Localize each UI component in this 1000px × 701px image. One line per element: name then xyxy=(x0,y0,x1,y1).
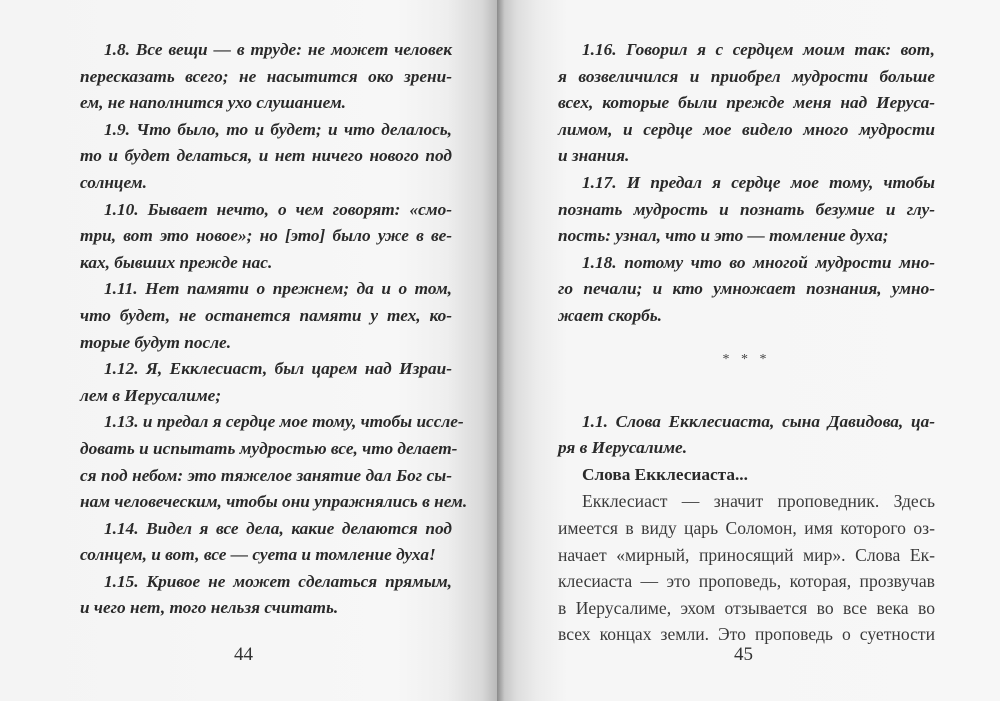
text-line: 1.14. Видел я все дела, какие делаются под xyxy=(104,518,452,538)
text-line: торые будут после. xyxy=(80,332,232,352)
left-page-text xyxy=(80,37,468,622)
text-line: 1.8. Все вещи — в труде: не может человек xyxy=(104,40,452,59)
text-line: солнцем. xyxy=(80,172,147,192)
text-line: 1.9. Что было, то и будет; и что делалось, xyxy=(104,119,452,139)
commentary-heading: Слова Екклесиаста... xyxy=(582,464,748,484)
text-line: 1.11. Нет памяти о прежнем; да и о том, xyxy=(104,279,452,299)
text-line: три, вот это новое»; но [это] было уже в ве- xyxy=(80,226,452,246)
text-line: познать мудрость и познать безумие и глу- xyxy=(558,199,935,219)
text-line: в Иерусалиме, эхом отзывается во все века во xyxy=(558,597,935,618)
text-line: всех концах земли. Это проповедь о суетности xyxy=(558,624,935,645)
text-line: довать и испытать мудростью все, что делает- xyxy=(80,438,458,458)
paragraph xyxy=(80,516,452,569)
text-line: 1.17. И предал я сердце мое тому, чтобы xyxy=(582,172,935,192)
text-line: 1.18. потому что во многой мудрости мно- xyxy=(582,252,935,272)
text-line: что будет, не останется памяти у тех, ко- xyxy=(80,305,452,325)
text-line: Екклесиаст — значит проповедник. Здесь xyxy=(582,491,935,512)
page-number-right: 45 xyxy=(734,644,753,665)
text-line: го печали; и кто умножает познания, умно- xyxy=(558,279,935,299)
paragraph xyxy=(558,170,935,250)
paragraph xyxy=(80,569,452,622)
paragraph xyxy=(558,37,935,170)
text-line: 1.10. Бывает нечто, о чем говорят: «смо- xyxy=(104,199,452,219)
text-line: ся под небом: это тяжелое занятие дал Бог сы- xyxy=(80,465,452,485)
text-line: начает «мирный, приносящий мир». Слова Ек- xyxy=(558,544,935,565)
text-line: 1.1. Слова Екклесиаста, сына Давидова, ца- xyxy=(582,411,935,431)
text-line: лем в Иерусалиме; xyxy=(80,385,222,405)
text-line: клесиаста — это проповедь, которая, прозвучав xyxy=(558,571,935,592)
text-line: то и будет делаться, и нет ничего нового под xyxy=(80,146,452,166)
paragraph xyxy=(80,117,452,197)
paragraph xyxy=(80,356,452,409)
paragraph xyxy=(80,409,468,515)
text-line: лимом, и сердце мое видело много мудрости xyxy=(558,119,935,139)
text-line: ря в Иерусалиме. xyxy=(558,438,688,458)
text-line: 1.15. Кривое не может сделаться прямым, xyxy=(104,571,452,591)
paragraph xyxy=(80,197,452,277)
paragraph xyxy=(80,276,452,356)
text-line: жает скорбь. xyxy=(558,305,662,325)
text-line: всех, которые были прежде меня над Иеруса- xyxy=(558,93,935,113)
right-page xyxy=(497,0,1000,701)
text-line: имеется в виду царь Соломон, имя которого оз- xyxy=(558,517,935,538)
text-line: 1.12. Я, Екклесиаст, был царем над Израи- xyxy=(104,359,452,379)
text-line: пересказать всего; не насытится око зрени- xyxy=(80,66,452,86)
right-page-text xyxy=(558,37,935,648)
page-number-left: 44 xyxy=(234,644,253,665)
text-line: и чего нет, того нельзя считать. xyxy=(80,598,339,618)
text-line: 1.13. и предал я сердце мое тому, чтобы иссле- xyxy=(104,412,464,432)
text-line: ках, бывших прежде нас. xyxy=(80,252,273,272)
text-line: 1.16. Говорил я с сердцем моим так: вот, xyxy=(582,40,935,59)
commentary-paragraph xyxy=(558,488,935,648)
left-page xyxy=(0,0,497,701)
section-separator: * * * xyxy=(722,351,771,367)
text-line: и знания. xyxy=(558,146,630,166)
text-line: я возвеличился и приобрел мудрости больше xyxy=(558,66,935,86)
text-line: пость: узнал, что и это — томление духа; xyxy=(558,226,889,246)
text-line: нам человеческим, чтобы они упражнялись в нем. xyxy=(80,492,468,512)
paragraph xyxy=(80,37,452,117)
text-line: ем, не наполнится ухо слушанием. xyxy=(80,93,347,113)
paragraph xyxy=(558,250,935,330)
text-line: солнцем, и вот, все — суета и томление духа! xyxy=(80,545,436,565)
paragraph xyxy=(558,409,935,462)
